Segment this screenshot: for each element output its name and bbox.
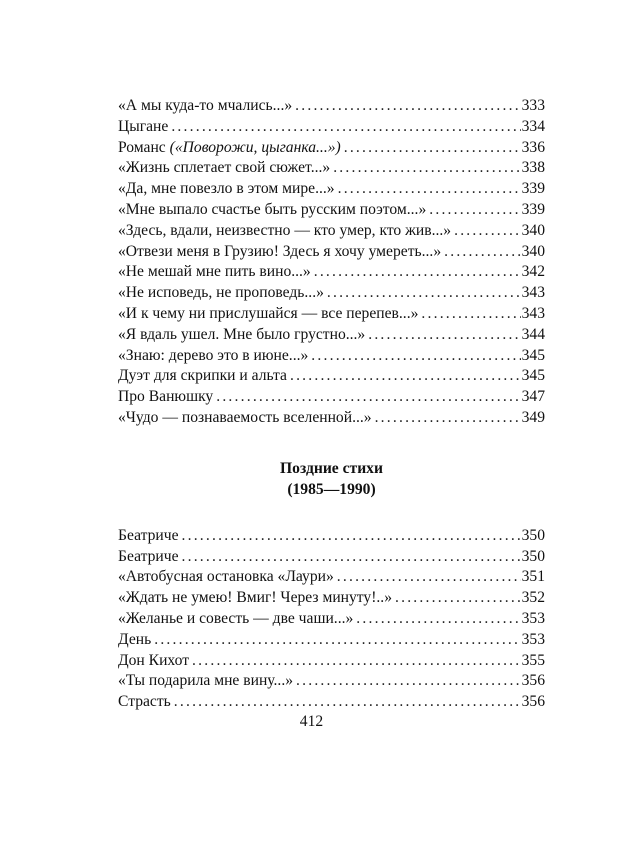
toc-entry-page: 334 [521,117,545,135]
toc-entry [118,96,545,117]
toc-entry-title [118,96,292,117]
toc-entry-title [118,242,441,263]
dot-leader [290,366,521,387]
toc-entry-page: 347 [521,388,545,406]
dot-leader [395,588,521,609]
toc-entry [118,283,545,304]
toc-entry-title [118,138,341,159]
dot-leader [375,408,521,429]
toc-list-part-1 [118,96,545,429]
toc-entry-title-text: «Желанье и совесть — две чаши...» [118,609,354,627]
toc-entry-title-text: «Автобусная остановка «Лаури» [118,568,334,586]
section-heading [118,458,545,500]
toc-entry-title-text: «Жизнь сплетает свой сюжет...» [118,159,331,177]
toc-entry [118,325,545,346]
toc-entry [118,547,545,568]
toc-entry-title [118,567,334,588]
toc-entry-title [118,630,151,651]
toc-entry-page: 351 [521,568,545,586]
dot-leader [429,200,520,221]
toc-entry-title [118,262,311,283]
toc-entry-page: 355 [521,651,545,669]
toc-entry-title [118,158,330,179]
toc-entry [118,651,545,672]
toc-entry [118,609,545,630]
toc-entry-title-text: Беатриче [118,547,179,565]
toc-entry-page: 350 [521,547,545,565]
toc-entry-title-text: «Чудо — познаваемость вселенной...» [118,408,372,426]
toc-entry-title [118,346,308,367]
toc-entry-page: 339 [521,200,545,218]
dot-leader [296,671,521,692]
dot-leader [182,526,521,547]
toc-entry-title-text: «Ждать не умею! Вмиг! Через минуту!..» [118,589,393,607]
toc-entry-title [118,588,392,609]
toc-entry [118,366,545,387]
toc-entry [118,692,545,713]
toc-entry [118,387,545,408]
table-of-contents [118,96,545,713]
dot-leader [154,630,520,651]
section-title: Поздние стихи [280,459,383,477]
toc-entry-title-text: День [118,630,152,648]
toc-entry-title-text: «Да, мне повезло в этом мире...» [118,180,335,198]
toc-entry [118,179,545,200]
dot-leader [356,609,520,630]
toc-entry-page: 333 [521,97,545,114]
toc-entry-page: 356 [521,672,545,690]
toc-entry-title [118,547,179,568]
toc-entry [118,262,545,283]
toc-entry [118,630,545,651]
toc-entry-title-text: Дон Кихот [118,651,190,669]
toc-entry [118,221,545,242]
toc-entry-page: 350 [521,526,545,544]
toc-entry-page: 356 [521,693,545,711]
toc-entry [118,408,545,429]
toc-entry-page: 353 [521,609,545,627]
dot-leader [192,651,521,672]
toc-entry [118,526,545,547]
toc-entry-title-text: «А мы куда-то мчались...» [118,97,293,114]
toc-entry-title-text: Страсть [118,693,171,711]
toc-entry [118,567,545,588]
toc-entry-page: 349 [521,408,545,426]
dot-leader [337,567,521,588]
toc-entry-title-text: «Я вдаль ушел. Мне было грустно...» [118,325,366,343]
dot-leader [333,158,520,179]
toc-entry [118,242,545,263]
section-years: (1985—1990) [287,480,376,498]
toc-entry-title-text: Дуэт для скрипки и альта [118,367,287,385]
toc-list-part-2 [118,526,545,713]
toc-entry-title-text: «Не мешай мне пить вино...» [118,263,311,281]
dot-leader [327,283,521,304]
toc-entry-title [118,221,451,242]
toc-entry-subtitle: («Поворожи, цыганка...») [169,138,341,156]
toc-entry-title [118,117,168,138]
toc-entry-title [118,387,213,408]
dot-leader [314,262,521,283]
dot-leader [368,325,520,346]
toc-entry-title-text: Беатриче [118,526,179,544]
dot-leader [421,304,520,325]
toc-entry-page: 345 [521,346,545,364]
toc-entry-page: 339 [521,180,545,198]
toc-entry-page: 342 [521,263,545,281]
toc-entry-title-text: Цыгане [118,117,169,135]
toc-entry-page: 352 [521,589,545,607]
toc-entry [118,346,545,367]
toc-entry-title-text: «Здесь, вдали, неизвестно — кто умер, кто жив...» [118,221,452,239]
toc-entry-page: 336 [521,138,545,156]
toc-entry-title-text: Романс [118,138,170,156]
toc-entry-page: 338 [521,159,545,177]
toc-entry-title-text: «И к чему ни прислушайся — все перепев...» [118,304,419,322]
toc-entry-title [118,692,171,713]
toc-entry [118,117,545,138]
dot-leader [344,138,521,159]
toc-entry-title [118,408,372,429]
dot-leader [454,221,521,242]
toc-entry-title [118,304,418,325]
toc-entry-title [118,526,179,547]
toc-entry [118,671,545,692]
toc-entry-title-text: «Ты подарила мне вину...» [118,672,294,690]
toc-entry [118,138,545,159]
toc-entry-title [118,651,189,672]
toc-entry-title [118,200,426,221]
page-number: 412 [299,713,324,730]
toc-entry-title-text: «Отвези меня в Грузию! Здесь я хочу умереть...» [118,242,442,260]
toc-entry-page: 340 [521,242,545,260]
toc-entry-page: 340 [521,221,545,239]
toc-entry-title [118,366,287,387]
toc-entry-title [118,609,353,630]
dot-leader [171,117,520,138]
toc-entry-title-text: «Не исповедь, не проповедь...» [118,284,324,302]
toc-entry [118,200,545,221]
dot-leader [174,692,521,713]
toc-entry [118,158,545,179]
toc-entry [118,304,545,325]
toc-entry-page: 343 [521,284,545,302]
dot-leader [182,547,521,568]
toc-entry-title [118,671,293,692]
toc-entry-title [118,283,324,304]
dot-leader [311,346,520,367]
dot-leader [295,96,520,117]
toc-entry-title [118,325,365,346]
toc-entry-title-text: «Знаю: дерево это в июне...» [118,346,309,364]
toc-entry-title [118,179,335,200]
toc-entry-page: 345 [521,367,545,385]
dot-leader [216,387,520,408]
toc-entry-page: 343 [521,304,545,322]
toc-entry-page: 353 [521,630,545,648]
dot-leader [338,179,521,200]
toc-entry-title-text: «Мне выпало счастье быть русским поэтом...» [118,200,427,218]
dot-leader [444,242,520,263]
toc-entry [118,588,545,609]
toc-entry-page: 344 [521,325,545,343]
toc-entry-title-text: Про Ванюшку [118,388,214,406]
